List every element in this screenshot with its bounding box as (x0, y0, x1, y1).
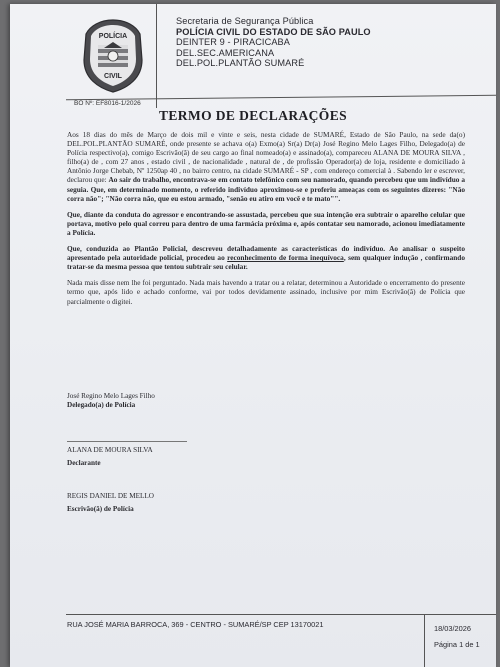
signature-block-delegado (67, 392, 155, 410)
signature-block-escrivao (67, 492, 154, 514)
signature-name: REGIS DANIEL DE MELLO (67, 492, 154, 500)
badge-bottom-text: CIVIL (104, 73, 122, 80)
paragraph-3-underlined: reconhecimento de forma inequívoca (227, 253, 344, 263)
paragraph-3-part-b: , sem qualquer indução , confirmando tratar-se da mesma pessoa que tentou subtrair seu celular. (67, 253, 465, 272)
header-line-4: DEL.SEC.AMERICANA (176, 47, 275, 58)
footer-rule (66, 614, 496, 615)
paragraph-2: Que, diante da conduta do agressor e encontrando-se assustada, percebeu que sua intenção era subtrair o aparelho celular que portava, motivo pelo qual correu para dentro de uma farmácia próxima e, após contatar seu namorado, acionou imediatamente a Polícia. (67, 209, 465, 237)
signature-line-declarante (67, 441, 187, 442)
signature-name: ALANA DE MOURA SILVA (67, 446, 153, 454)
document-body (67, 130, 465, 313)
policia-civil-badge-icon (82, 18, 144, 94)
header-line-3: DEINTER 9 - PIRACICABA (176, 37, 291, 47)
footer-page-number: Página 1 de 1 (434, 640, 480, 649)
header-divider (156, 4, 157, 108)
footer-date: 18/03/2026 (434, 624, 471, 633)
document-title: TERMO DE DECLARAÇÕES (158, 108, 348, 123)
paragraph-3-part-a: Que, conduzida ao Plantão Policial, descreveu detalhadamente as características do indivíduo. Ao analisar o suspeito apresentado pela autoridade policial, procedeu ao (67, 244, 465, 263)
signature-name: José Regino Melo Lages Filho (67, 392, 155, 400)
badge-top-text: POLÍCIA (98, 33, 128, 40)
header-line-2: POLÍCIA CIVIL DO ESTADO DE SÃO PAULO (176, 26, 371, 37)
signature-block-declarante (67, 446, 153, 468)
paragraph-1 (67, 130, 465, 203)
header-text (176, 16, 371, 69)
header-line-1: Secretaria de Segurança Pública (176, 16, 314, 26)
signature-role: Escrivão(ã) de Polícia (67, 505, 134, 513)
paragraph-4: Nada mais disse nem lhe foi perguntado. Nada mais havendo a tratar ou a relatar, determinou a Autoridade o encerramento do presente termo que, após lido e achado conforme, vai por todos devidamente assinado, inclusive por mim Escrivão(ã) de Polícia que parcialmente o digitei. (67, 278, 465, 306)
bo-number: BO Nº: EF8016-1/2026 (74, 100, 141, 107)
document-page (10, 4, 496, 667)
paragraph-3 (67, 244, 465, 271)
header-line-5: DEL.POL.PLANTÃO SUMARÉ (176, 58, 305, 68)
footer-address: RUA JOSÉ MARIA BARROCA, 369 - CENTRO - SUMARÉ/SP CEP 13170021 (67, 620, 324, 629)
signature-role: Declarante (67, 459, 101, 467)
footer-divider (424, 614, 425, 667)
signature-role: Delegado(a) de Polícia (67, 401, 136, 409)
paragraph-1-statement: Ao sair do trabalho, encontrava-se em contato telefônico com seu namorado, quando percebeu que um indivíduo a seguia. Que, em determinado momento, o referido indivíduo aproximou-se e proferiu ameaças com os seguintes dizeres: "Não corra não"; "Não corra não, que eu estou armado, "senão eu atiro em você e te mato"". (67, 175, 465, 203)
paragraph-1-intro: Aos 18 dias do mês de Março de dois mil e vinte e seis, nesta cidade de SUMARÉ, Estado de São Paulo, na sede da(o) DEL.POL.PLANTÃO SUMARÉ, onde presente se achava o(a) Exmo(a) Sr(a) Dr(a) José Regino Melo Lages Filho, Delegado(a) de Polícia respectivo(a), comigo Escrivão(ã) de seu cargo ao final nomeado(a) e assinado(a), compareceu ALANA DE MOURA SILVA , filho(a) de , com 27 anos , estado civil , de nacionalidade , natural de , de profissão Operador(a) de loja, residente e domiciliado à Antônio Jorge Chebab, Nº 1250ap 40 , no bairro centro, na cidade SUMARÉ - SP , com endereço comercial à . Sabendo ler e escrever, declarou que: (67, 130, 465, 185)
